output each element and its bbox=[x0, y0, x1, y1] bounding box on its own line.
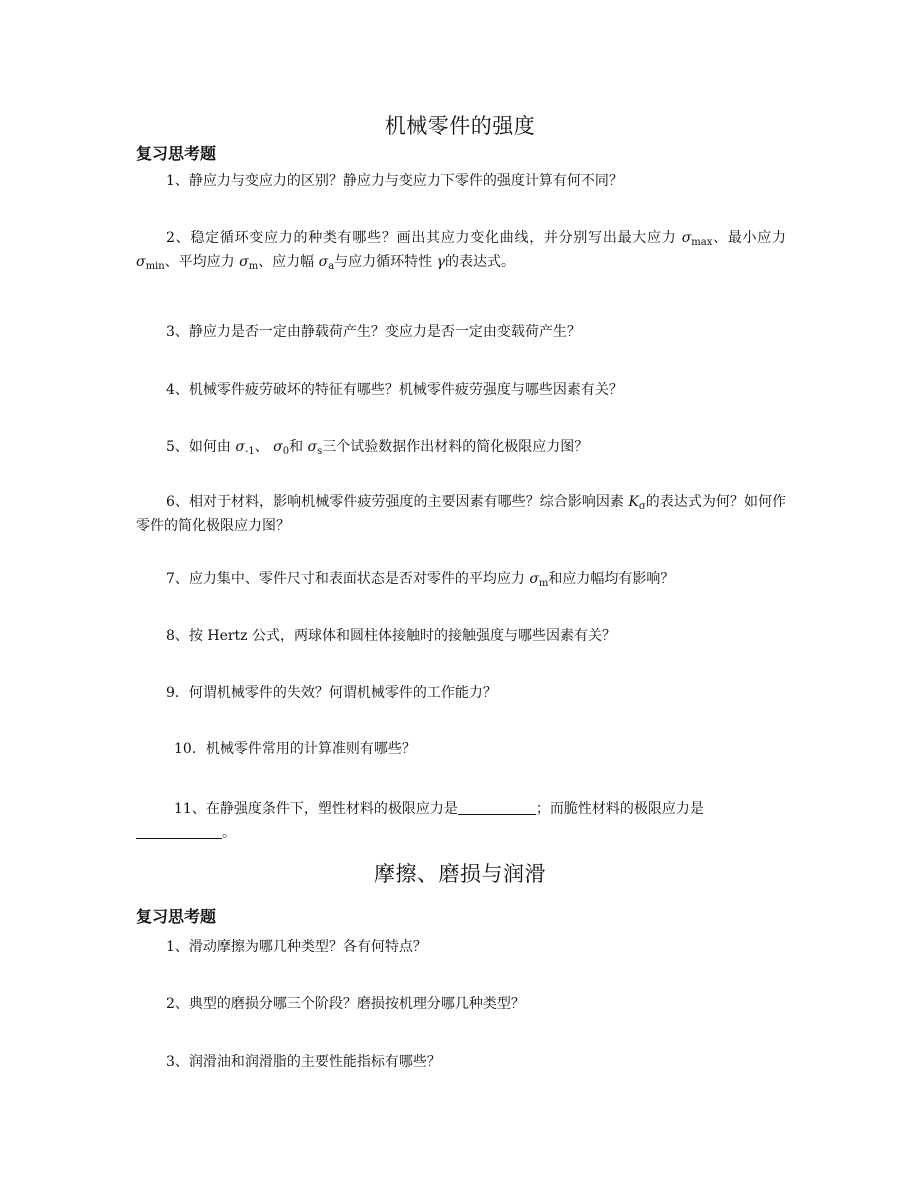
question-2 bbox=[136, 226, 786, 274]
question-text: 的表达式为何？如何作零件的简化极限应力图？ bbox=[136, 494, 787, 534]
subscript: m bbox=[248, 261, 259, 272]
subscript: min bbox=[145, 261, 165, 272]
question-text: 11、在静强度条件下，塑性材料的极限应力是 bbox=[174, 801, 458, 817]
question-text: 和 bbox=[289, 439, 304, 455]
gamma-symbol: γ bbox=[436, 254, 445, 270]
question-text: 8、按 Hertz 公式，两球体和圆柱体接触时的接触强度与哪些因素有关？ bbox=[166, 628, 616, 644]
question-text: 、最小应力 bbox=[712, 230, 787, 246]
section-title: 机械零件的强度 bbox=[384, 114, 536, 138]
k-symbol: K bbox=[628, 494, 639, 510]
question-1 bbox=[136, 935, 786, 959]
question-11 bbox=[136, 797, 786, 845]
question-4 bbox=[136, 378, 786, 402]
subscript: -1 bbox=[244, 446, 255, 457]
subscript: σ bbox=[638, 501, 646, 512]
question-text: 2、稳定循环变应力的种类有哪些？画出其应力变化曲线，并分别写出最大应力 bbox=[166, 230, 677, 246]
question-text: 6、相对于材料，影响机械零件疲劳强度的主要因素有哪些？综合影响因素 bbox=[166, 494, 624, 510]
question-text: 、应力幅 bbox=[258, 254, 315, 270]
question-text: 2、典型的磨损分哪三个阶段？磨损按机理分哪几种类型？ bbox=[166, 996, 525, 1012]
question-text: 5、如何由 bbox=[166, 439, 231, 455]
sigma-symbol: σ bbox=[239, 254, 249, 270]
sigma-symbol: σ bbox=[273, 439, 283, 455]
question-text: 和应力幅均有影响？ bbox=[548, 571, 675, 587]
sigma-symbol: σ bbox=[318, 254, 329, 270]
subscript: max bbox=[691, 237, 713, 248]
question-text: ；而脆性材料的极限应力是 bbox=[535, 801, 704, 817]
sigma-symbol: σ bbox=[307, 439, 318, 455]
question-text: 。 bbox=[222, 825, 236, 841]
section-heading: 复习思考题 bbox=[136, 907, 217, 926]
question-text: 10．机械零件常用的计算准则有哪些？ bbox=[174, 741, 416, 757]
question-text: 、 bbox=[254, 439, 269, 455]
question-10 bbox=[136, 737, 786, 761]
subscript: m bbox=[538, 578, 549, 589]
question-text: 1、静应力与变应力的区别？静应力与变应力下零件的强度计算有何不同？ bbox=[166, 173, 623, 189]
sigma-symbol: σ bbox=[136, 254, 146, 270]
subscript: a bbox=[328, 261, 335, 272]
answer-blank bbox=[136, 823, 222, 839]
question-text: 3、润滑油和润滑脂的主要性能指标有哪些？ bbox=[166, 1054, 441, 1070]
section-heading: 复习思考题 bbox=[136, 144, 217, 163]
question-6 bbox=[136, 490, 786, 538]
subscript: s bbox=[317, 446, 323, 457]
question-5 bbox=[136, 435, 786, 459]
question-text: 4、机械零件疲劳破坏的特征有哪些？机械零件疲劳强度与哪些因素有关？ bbox=[166, 382, 623, 398]
question-text: 9．何谓机械零件的失效？何谓机械零件的工作能力？ bbox=[166, 685, 497, 701]
sigma-symbol: σ bbox=[235, 439, 245, 455]
question-text: 1、滑动摩擦为哪几种类型？各有何特点？ bbox=[166, 939, 427, 955]
question-1 bbox=[136, 169, 786, 193]
question-text: 3、静应力是否一定由静载荷产生？变应力是否一定由变载荷产生？ bbox=[166, 324, 581, 340]
question-text: 、平均应力 bbox=[164, 254, 235, 270]
question-9 bbox=[136, 681, 786, 705]
sigma-symbol: σ bbox=[529, 571, 539, 587]
question-7 bbox=[136, 567, 786, 591]
question-text: 的表达式。 bbox=[445, 254, 515, 270]
subscript: 0 bbox=[282, 446, 290, 457]
question-2 bbox=[136, 992, 786, 1016]
question-text: 三个试验数据作出材料的简化极限应力图？ bbox=[322, 439, 589, 455]
question-3 bbox=[136, 1050, 786, 1074]
section-title: 摩擦、磨损与润滑 bbox=[374, 862, 546, 886]
question-text: 与应力循环特性 bbox=[334, 254, 433, 270]
question-text: 7、应力集中、零件尺寸和表面状态是否对零件的平均应力 bbox=[166, 571, 525, 587]
sigma-symbol: σ bbox=[681, 230, 692, 246]
question-8 bbox=[136, 624, 786, 648]
question-3 bbox=[136, 320, 786, 344]
answer-blank bbox=[458, 799, 536, 815]
